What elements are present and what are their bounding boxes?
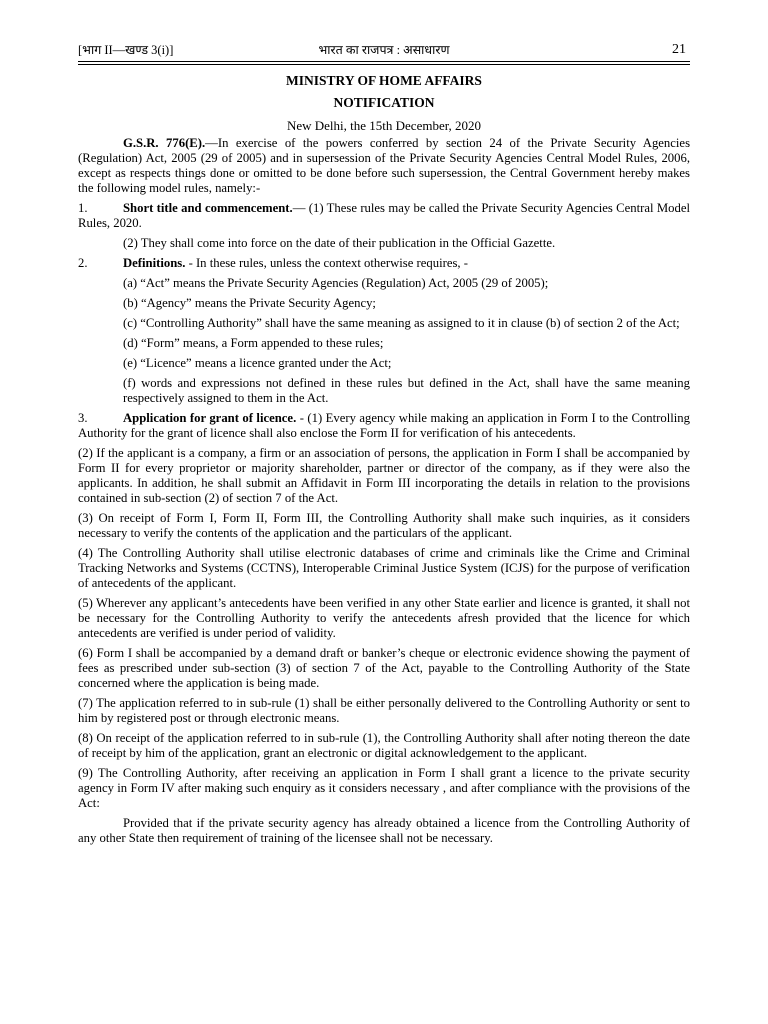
ministry-title: MINISTRY OF HOME AFFAIRS	[286, 73, 482, 88]
preamble	[78, 136, 690, 196]
rule-3	[78, 411, 690, 441]
notification-title: NOTIFICATION	[333, 95, 435, 110]
rule-3-sub-7: (7) The application referred to in sub-rule (1) shall be either personally delivered to the Controlling Authority or sent to him by registered post or through electronic means.	[78, 696, 690, 725]
rule-3-sub-9: (9) The Controlling Authority, after receiving an application in Form I shall grant a licence to the private security agency in Form IV after making such enquiry as it considers necessary , and after compliance with the provisions of the Act:	[78, 766, 690, 810]
rule-1-sub-2: (2) They shall come into force on the date of their publication in the Official Gazette.	[123, 236, 556, 250]
rule-2-heading: Definitions.	[123, 256, 186, 270]
header-rule-top	[78, 61, 690, 62]
header-gazette-title: भारत का राजपत्र : असाधारण	[318, 43, 450, 57]
definition-e: (e) “Licence” means a licence granted under the Act;	[123, 356, 392, 370]
rule-3-sub-3: (3) On receipt of Form I, Form II, Form III, the Controlling Authority shall make such inquiries, as it considers necessary to verify the contents of the application and the particulars of the applicant.	[78, 511, 690, 540]
rule-3-proviso: Provided that if the private security agency has already obtained a licence from the Controlling Authority of any other State then requirement of training of the licensee shall not be necessary.	[78, 816, 690, 845]
rule-3-sub-4: (4) The Controlling Authority shall utilise electronic databases of crime and criminals like the Crime and Criminal Tracking Networks and Systems (CCTNS), Interoperable Criminal Justice System (ICJS) for the purpose of verification of antecedents of the applicant.	[78, 546, 690, 590]
rule-3-sub-2: (2) If the applicant is a company, a firm or an association of persons, the application in Form I shall be accompanied by Form II for every proprietor or majority shareholder, partner or director of the company, as if they were also the applicants. In addition, he shall submit an Affidavit in Form III incorporating the details in relation to the provisions contained in sub-section (2) of section 7 of the Act.	[78, 446, 690, 505]
rule-3-sub-6: (6) Form I shall be accompanied by a demand draft or banker’s cheque or electronic evidence showing the payment of fees as prescribed under sub-section (3) of section 7 of the Act, payable to the Controlling Authority of the State concerned where the application is being made.	[78, 646, 690, 690]
document-body	[78, 72, 690, 851]
rule-2	[78, 256, 690, 271]
header-part: [भाग II—खण्ड 3(i)]	[78, 43, 174, 57]
rule-2-number: 2.	[78, 256, 88, 270]
rule-1-number: 1.	[78, 201, 88, 215]
definition-c: (c) “Controlling Authority” shall have the same meaning as assigned to it in clause (b) of section 2 of the Act;	[123, 316, 680, 330]
rule-2-text: - In these rules, unless the context otherwise requires, -	[185, 256, 468, 270]
rule-1-heading: Short title and commencement.	[123, 201, 293, 215]
definition-d: (d) “Form” means, a Form appended to these rules;	[123, 336, 384, 350]
rule-3-heading: Application for grant of licence.	[123, 411, 297, 425]
rule-3-number: 3.	[78, 411, 88, 425]
rule-1	[78, 201, 690, 231]
header-rule-bottom	[78, 64, 690, 65]
page-header	[78, 43, 690, 59]
page-number: 21	[672, 42, 686, 57]
notification-date: New Delhi, the 15th December, 2020	[286, 118, 482, 133]
preamble-text: —In exercise of the powers conferred by section 24 of the Private Security Agencies (Regulation) Act, 2005 (29 of 2005) and in supersession of the Private Security Agencies Central Model Rules, 2006, except as respects things done or omitted to be done before such supersession, the Central Government hereby makes the following model rules, namely:-	[78, 136, 691, 195]
rule-1-text: — (1) These rules may be called the Private Security Agencies Central Model Rules, 2020.	[78, 201, 690, 230]
definition-a: (a) “Act” means the Private Security Agencies (Regulation) Act, 2005 (29 of 2005);	[123, 276, 549, 290]
rule-3-sub-5: (5) Wherever any applicant’s antecedents have been verified in any other State earlier and licence is granted, it shall not be necessary for the Controlling Authority to verify the antecedents afresh provided that the licence for which antecedents are verified is under period of validity.	[78, 596, 690, 640]
rule-3-text: - (1) Every agency while making an application in Form I to the Controlling Authority for the grant of licence shall also enclose the Form II for verification of his antecedents.	[78, 411, 690, 440]
definition-f: (f) words and expressions not defined in these rules but defined in the Act, shall have the same meaning respectively assigned to them in the Act.	[123, 376, 690, 405]
definition-b: (b) “Agency” means the Private Security Agency;	[123, 296, 376, 310]
rule-3-sub-8: (8) On receipt of the application referred to in sub-rule (1), the Controlling Authority shall after noting thereon the date of receipt by him of the application, grant an electronic or digital acknowledgement to the applicant.	[78, 731, 690, 760]
gsr-reference: G.S.R. 776(E).	[123, 136, 206, 150]
